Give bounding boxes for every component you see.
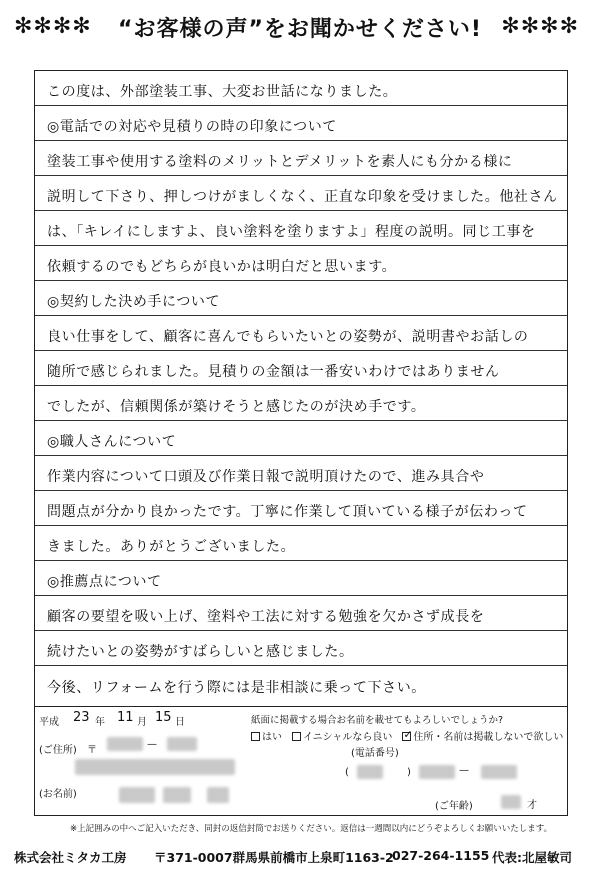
comment-text: でしたが、信頼関係が築けそうと感じたのが決め手です。 <box>47 399 426 415</box>
checkbox[interactable] <box>292 732 301 741</box>
comment-text: 説明して下さり、押しつけがましくなく、正直な印象を受けました。他社さん <box>47 189 558 205</box>
checkbox[interactable] <box>251 732 260 741</box>
comment-lined-area <box>34 70 568 706</box>
company-phone: 027-264-1155 <box>392 848 490 863</box>
header <box>0 0 591 62</box>
redacted-phone <box>481 765 517 779</box>
redacted-phone <box>357 765 383 779</box>
page-title: “お客様の声”をお聞かせください! <box>118 17 482 42</box>
section-heading-line <box>35 561 567 596</box>
section-heading: ◎職人さんについて <box>47 434 177 450</box>
checkbox-checked[interactable] <box>402 732 411 741</box>
company-footer <box>14 848 580 866</box>
comment-text: 問題点が分かり良かったです。丁寧に作業して頂いている様子が伝わって <box>47 504 528 520</box>
comment-text: この度は、外部塗装工事、大変お世話になりました。 <box>47 84 398 100</box>
phone-open-paren: ( <box>345 767 349 778</box>
section-heading-line <box>35 281 567 316</box>
comment-text: 依頼するのでもどちらが良いかは明白だと思います。 <box>47 259 397 275</box>
comment-line <box>35 71 567 106</box>
consent-option[interactable]: ✓ 住所・名前は掲載しないで欲しい <box>402 728 563 743</box>
comment-line <box>35 246 567 281</box>
phone-dash: — <box>459 765 469 776</box>
address-label: (ご住所) <box>39 745 77 756</box>
month-label: 月 <box>137 717 147 728</box>
comment-text: 良い仕事をして、顧客に喜んでもらいたいとの姿勢が、説明書やお話しの <box>47 329 529 345</box>
comment-line <box>35 456 567 491</box>
comment-line <box>35 211 567 246</box>
comment-line <box>35 666 567 701</box>
redacted-address <box>75 759 235 775</box>
comment-line <box>35 386 567 421</box>
company-address: 〒371-0007群馬県前橋市上泉町1163-2 <box>154 850 394 865</box>
comment-line <box>35 141 567 176</box>
company-representative: 代表:北屋敏司 <box>492 850 572 865</box>
decorative-stars-left: ✻✻✻✻ <box>14 14 92 39</box>
comment-text: 顧客の要望を吸い上げ、塗料や工法に対する勉強を欠かさず成長を <box>47 609 485 625</box>
consent-question: 紙面に掲載する場合お名前を載せてもよろしいでしょうか? <box>251 715 504 726</box>
consent-options <box>251 728 563 743</box>
phone-label: (電話番号) <box>351 748 399 759</box>
redacted-name <box>163 787 191 803</box>
name-label: (お名前) <box>39 789 77 800</box>
comment-line <box>35 526 567 561</box>
section-heading: ◎契約した決め手について <box>47 294 221 310</box>
decorative-stars-right: ✻✻✻✻ <box>501 14 579 39</box>
comment-text: は、「キレイにしますよ、良い塗料を塗りますよ」程度の説明。同じ工事を <box>47 224 536 240</box>
redacted-phone <box>419 765 455 779</box>
customer-info-box <box>34 706 568 816</box>
comment-text: きました。ありがとうございました。 <box>47 539 296 555</box>
redacted-postal-code <box>167 737 197 751</box>
comment-line <box>35 316 567 351</box>
comment-line <box>35 596 567 631</box>
redacted-name <box>207 787 229 803</box>
redacted-age <box>501 795 521 809</box>
era-label: 平成 <box>39 717 59 728</box>
comment-text: 作業内容について口頭及び作業日報で説明頂けたので、進み具合や <box>47 469 485 485</box>
postal-dash: — <box>147 739 157 750</box>
company-name: 株式会社ミタカ工房 <box>14 850 127 865</box>
postal-mark: 〒 <box>87 745 97 756</box>
return-instructions: ※上記囲みの中へご記入いただき、同封の返信封筒でお送りください。返信は一週間以内にどうぞよろしくお願いいたします。 <box>70 824 553 834</box>
comment-line <box>35 491 567 526</box>
comment-text: 随所で感じられました。見積りの金額は一番安いわけではありません <box>47 364 500 380</box>
comment-line <box>35 631 567 666</box>
phone-close-paren: ) <box>407 767 411 778</box>
redacted-name <box>119 787 155 803</box>
consent-option[interactable]: はい <box>251 728 282 743</box>
year-value: 23 <box>73 710 90 725</box>
day-label: 日 <box>175 717 185 728</box>
day-value: 15 <box>155 710 172 725</box>
comment-text: 塗装工事や使用する塗料のメリットとデメリットを素人にも分かる様に <box>47 154 513 170</box>
comment-text: 続けたいとの姿勢がすばらしいと感じました。 <box>47 644 354 660</box>
age-label: (ご年齢) <box>435 801 473 812</box>
consent-option[interactable]: イニシャルなら良い <box>292 728 392 743</box>
comment-line <box>35 351 567 386</box>
year-label: 年 <box>95 717 105 728</box>
redacted-postal-code <box>107 737 143 751</box>
section-heading-line <box>35 421 567 456</box>
comment-text: 今後、リフォームを行う際には是非相談に乗って下さい。 <box>47 680 426 696</box>
section-heading-line <box>35 106 567 141</box>
section-heading: ◎推薦点について <box>47 574 162 590</box>
month-value: 11 <box>117 710 134 725</box>
age-unit: 才 <box>527 800 537 811</box>
comment-line <box>35 176 567 211</box>
section-heading: ◎電話での対応や見積りの時の印象について <box>47 119 337 135</box>
